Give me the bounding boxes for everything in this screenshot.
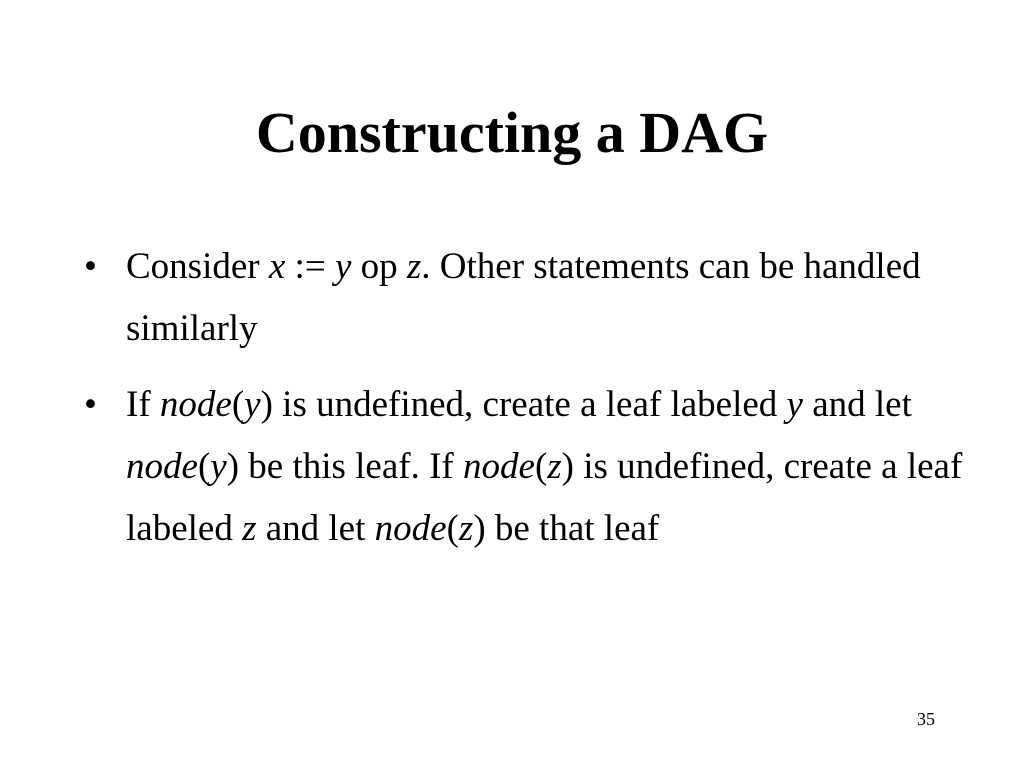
bullet-item [82, 374, 986, 560]
bullet-icon: • [84, 384, 97, 425]
text-segment: op [351, 246, 407, 287]
bullet-text [126, 246, 921, 349]
bullet-list [82, 236, 982, 574]
text-segment: := [285, 246, 335, 287]
text-segment: ) be this leaf. If [226, 446, 463, 487]
math-var-y: y [210, 446, 227, 487]
page-number: 35 [917, 709, 935, 729]
bullet-text [126, 384, 962, 549]
bullet-icon: • [84, 246, 97, 287]
text-segment: ( [446, 508, 459, 549]
text-segment: Consider [126, 246, 269, 287]
text-segment: ) be that leaf [473, 508, 660, 549]
math-func-node: node [463, 446, 535, 487]
math-var-z: z [458, 508, 474, 549]
math-var-y: y [334, 246, 352, 287]
text-segment: ( [231, 384, 245, 425]
math-func-node: node [159, 384, 232, 425]
text-segment: ( [197, 446, 211, 487]
math-var-y: y [786, 384, 803, 425]
slide-title: Constructing a DAG [255, 100, 769, 165]
text-segment: and let [802, 384, 912, 425]
bullet-item [82, 236, 986, 360]
math-var-x: x [268, 246, 286, 287]
math-func-node: node [126, 446, 198, 487]
text-segment: ) is undefined, create a leaf labeled [260, 384, 787, 425]
text-segment: ) is undefined, create a leaf labeled [126, 446, 963, 549]
math-var-z: z [547, 446, 562, 487]
math-var-z: z [406, 246, 422, 287]
math-var-y: y [244, 384, 261, 425]
text-segment: If [126, 384, 160, 425]
text-segment: and let [256, 508, 375, 549]
text-segment: ( [534, 446, 548, 487]
math-func-node: node [374, 508, 447, 549]
math-var-z: z [242, 508, 257, 549]
text-segment: . Other statements can be handled similarly [126, 246, 921, 349]
